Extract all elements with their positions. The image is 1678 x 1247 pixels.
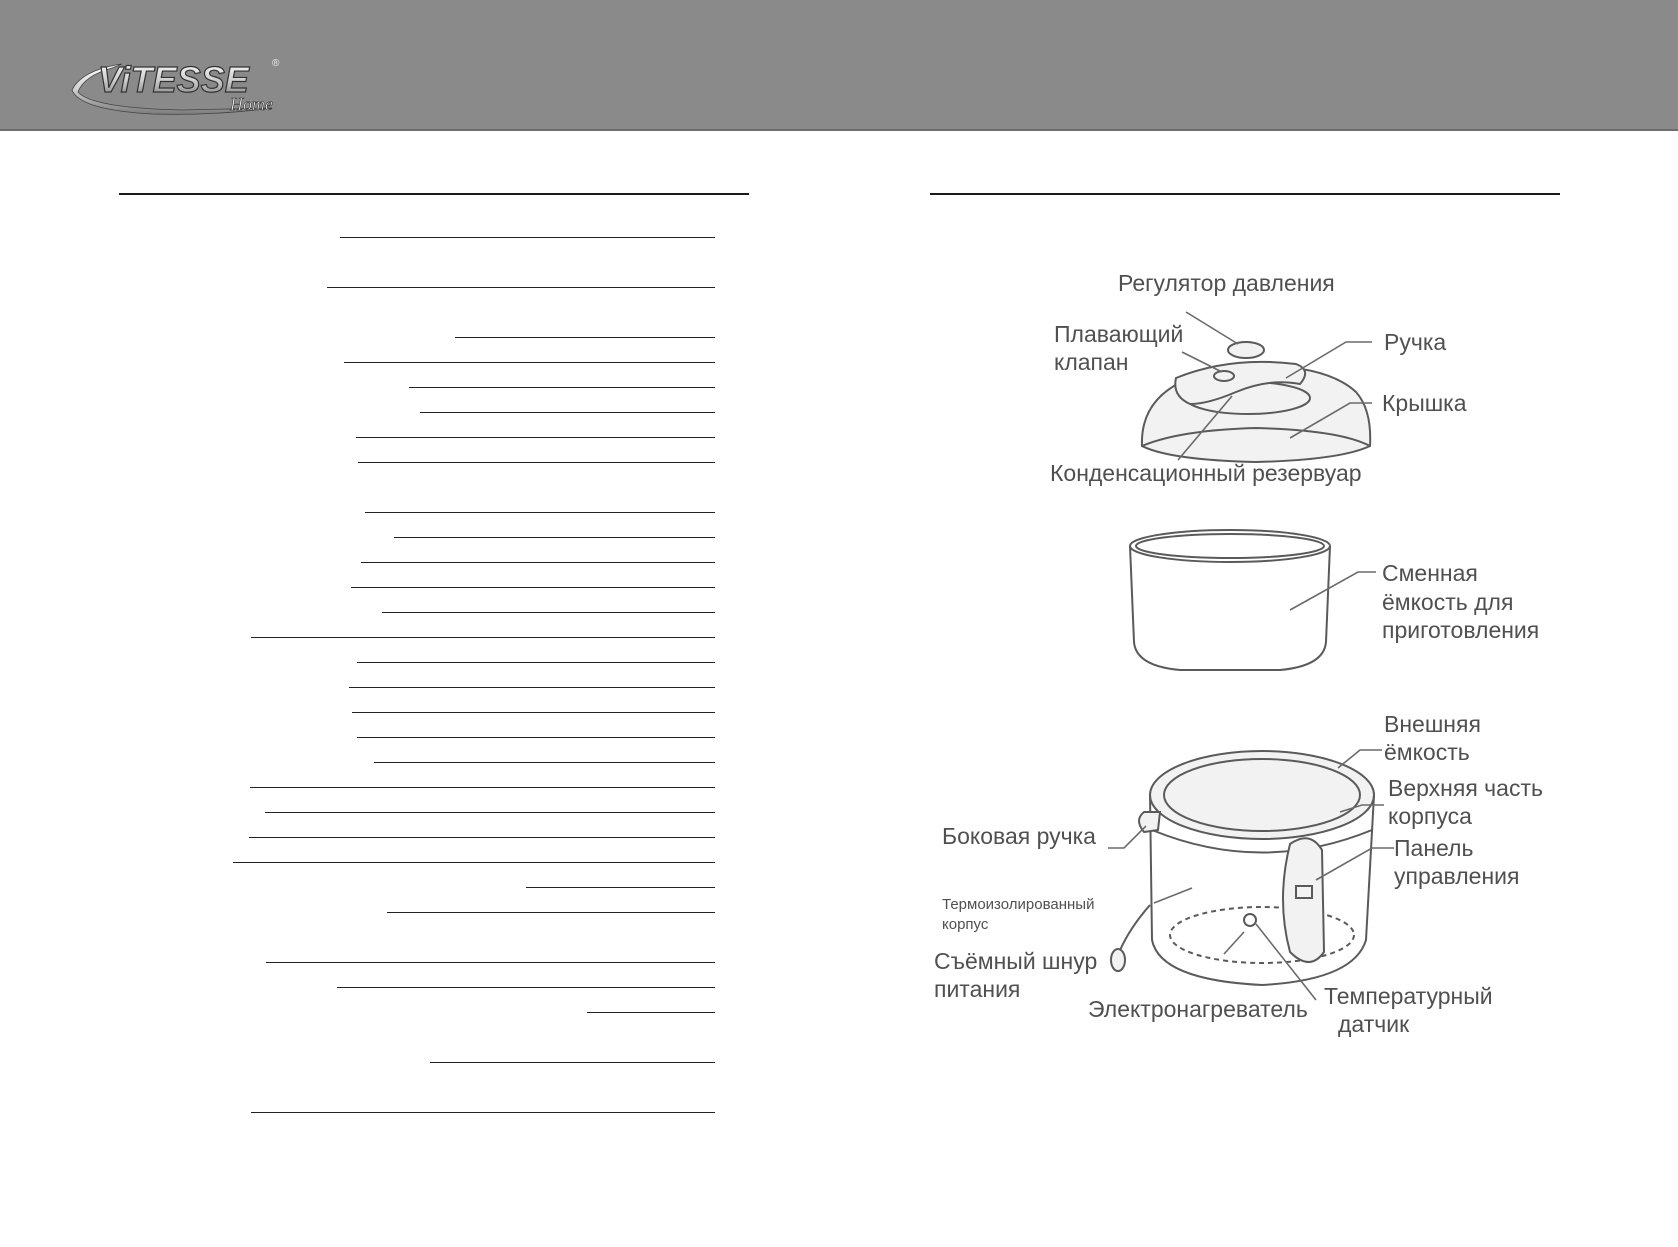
label-lid: Крышка — [1382, 390, 1467, 416]
sub-brand-text: Home — [230, 94, 273, 114]
label-condensation-reservoir: Конденсационный резервуар — [1050, 460, 1362, 486]
label-handle: Ручка — [1384, 329, 1447, 355]
brand-text: ViTESSE — [98, 59, 249, 100]
brand-mark: ® — [272, 58, 280, 69]
label-control-panel-1: Панель — [1394, 835, 1474, 861]
label-control-panel-2: управления — [1394, 863, 1520, 889]
label-floating-valve-1: Плавающий — [1054, 321, 1184, 347]
label-side-handle: Боковая ручка — [942, 823, 1096, 849]
label-power-cord-2: питания — [934, 976, 1021, 1002]
label-temp-sensor-1: Температурный — [1324, 983, 1493, 1009]
label-heater: Электронагреватель — [1088, 996, 1308, 1022]
inner-pot-drawing — [1130, 530, 1330, 670]
label-inner-pot-1: Сменная — [1382, 560, 1478, 586]
label-inner-pot-3: приготовления — [1382, 617, 1540, 643]
label-outer-pot-2: ёмкость — [1384, 739, 1470, 765]
label-upper-body-1: Верхняя часть — [1388, 775, 1543, 801]
label-inner-pot-2: ёмкость для — [1382, 589, 1514, 615]
label-insulated-body-2: корпус — [942, 916, 989, 933]
label-power-cord-1: Съёмный шнур — [934, 948, 1098, 974]
cooker-body-drawing — [1111, 751, 1374, 985]
lid-drawing — [1142, 342, 1370, 462]
label-outer-pot-1: Внешняя — [1384, 711, 1481, 737]
label-temp-sensor-2: датчик — [1338, 1011, 1410, 1037]
label-floating-valve-2: клапан — [1054, 349, 1129, 375]
label-pressure-regulator: Регулятор давления — [1118, 270, 1335, 296]
label-insulated-body-1: Термоизолированный — [942, 896, 1095, 913]
label-upper-body-2: корпуса — [1388, 803, 1472, 829]
